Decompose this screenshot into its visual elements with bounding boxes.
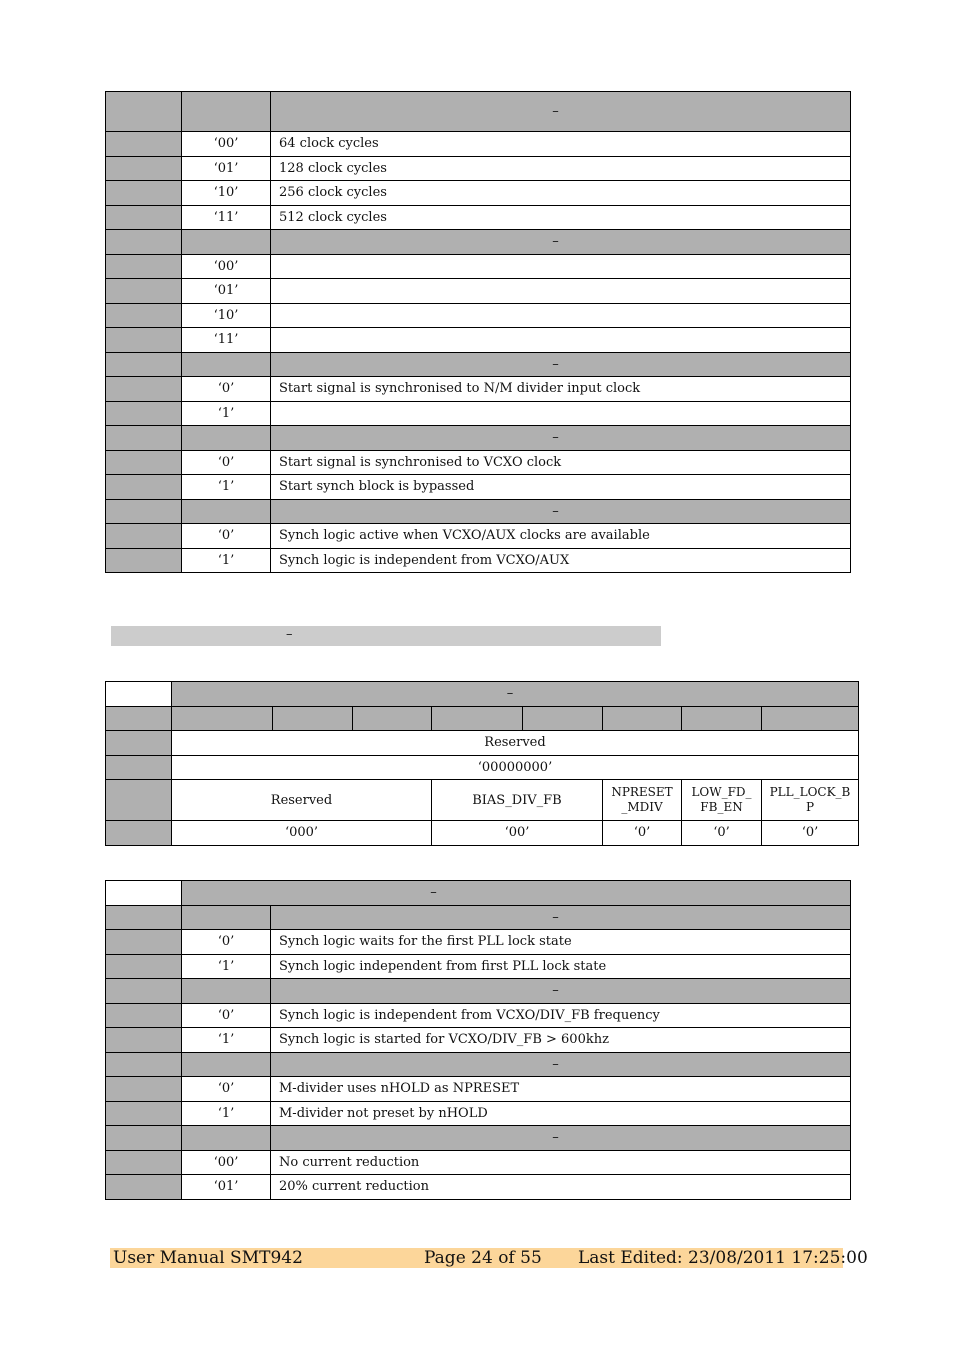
table-row (106, 1003, 851, 1028)
bit-description: Start signal is synchronised to VCXO clock (271, 450, 851, 475)
table-row (106, 1101, 851, 1126)
upper-byte-default-row (106, 755, 859, 780)
table-row (106, 279, 851, 304)
bit-description: Synch logic is started for VCXO/DIV_FB > 600khz (271, 1028, 851, 1053)
bit-value: ‘11’ (182, 205, 271, 230)
table-row (106, 181, 851, 206)
bit-value: ‘1’ (182, 1101, 271, 1126)
table-row (106, 475, 851, 500)
group-header-row (106, 499, 851, 524)
table-row (106, 401, 851, 426)
reserved-default: ‘00000000’ (172, 755, 859, 780)
bit-description (271, 401, 851, 426)
bit-description: Synch logic is independent from VCXO/AUX (271, 548, 851, 573)
table-row (106, 328, 851, 353)
reserved-field: Reserved (172, 731, 859, 756)
group-dash: – (552, 234, 559, 250)
table-row (106, 156, 851, 181)
table-row (106, 524, 851, 549)
bit-description: Synch logic active when VCXO/AUX clocks are available (271, 524, 851, 549)
group-dash: – (552, 909, 559, 925)
footer-last-edited: Last Edited: 23/08/2011 17:25:00 (578, 1248, 868, 1268)
bit-value: ‘01’ (182, 1175, 271, 1200)
bit-value: ‘1’ (182, 1028, 271, 1053)
bit-description: 256 clock cycles (271, 181, 851, 206)
register-title-dash: – (506, 686, 514, 702)
bit-description: 64 clock cycles (271, 132, 851, 157)
bit-value: ‘00’ (182, 132, 271, 157)
table-row (106, 450, 851, 475)
table-row (106, 254, 851, 279)
bit-description: M-divider not preset by nHOLD (271, 1101, 851, 1126)
bit-description: Start signal is synchronised to N/M divider input clock (271, 377, 851, 402)
table-row (106, 1028, 851, 1053)
table-row (106, 1150, 851, 1175)
group-dash: – (552, 503, 559, 519)
register-bits-table-1 (105, 91, 851, 573)
lower-byte-default-row (106, 821, 859, 846)
table-row (106, 377, 851, 402)
bias-div-fb-field: BIAS_DIV_FB (432, 780, 603, 821)
bit-value: ‘1’ (182, 548, 271, 573)
section-dash: – (286, 627, 293, 642)
bit-description: 128 clock cycles (271, 156, 851, 181)
bit-description: 20% current reduction (271, 1175, 851, 1200)
bit-value: ‘1’ (182, 475, 271, 500)
group-dash: – (552, 356, 559, 372)
bit-value: ‘10’ (182, 181, 271, 206)
group-dash: – (552, 1130, 559, 1146)
group-header-row (106, 979, 851, 1004)
page-footer (110, 1248, 868, 1268)
bit-description (271, 303, 851, 328)
footer-manual-title: User Manual SMT942 (113, 1248, 303, 1268)
register-bits-table-2 (105, 880, 851, 1200)
group-header-row (106, 1126, 851, 1151)
table-title-row (106, 881, 851, 906)
bit-value: ‘01’ (182, 279, 271, 304)
lower-byte-field-row (106, 780, 859, 821)
group-header-row (106, 1052, 851, 1077)
table-row (106, 205, 851, 230)
bit-value: ‘0’ (182, 1077, 271, 1102)
group-dash: – (552, 430, 559, 446)
title-dash: – (430, 885, 437, 901)
table-row (106, 548, 851, 573)
group-header-row (106, 230, 851, 255)
low-fd-fb-en-field: LOW_FD_ FB_EN (682, 780, 762, 821)
bit-description: Synch logic waits for the first PLL lock state (271, 930, 851, 955)
table-row (106, 930, 851, 955)
bit-value: ‘0’ (182, 450, 271, 475)
section-heading-bar (111, 626, 661, 646)
register-title-row (106, 682, 859, 707)
pll-lock-bp-default: ‘0’ (762, 821, 859, 846)
bit-value: ‘11’ (182, 328, 271, 353)
bit-value: ‘0’ (182, 524, 271, 549)
reserved-default: ‘000’ (172, 821, 432, 846)
bit-value: ‘10’ (182, 303, 271, 328)
group-dash: – (552, 983, 559, 999)
bit-value: ‘00’ (182, 1150, 271, 1175)
bit-description: M-divider uses nHOLD as NPRESET (271, 1077, 851, 1102)
bit-description: Start synch block is bypassed (271, 475, 851, 500)
reserved-field: Reserved (172, 780, 432, 821)
bit-description: Synch logic is independent from VCXO/DIV_FB frequency (271, 1003, 851, 1028)
table-row (106, 132, 851, 157)
pll-lock-bp-field: PLL_LOCK_B P (762, 780, 859, 821)
group-header-row (106, 352, 851, 377)
bit-value: ‘00’ (182, 254, 271, 279)
group-header-row (106, 426, 851, 451)
group-dash: – (552, 1056, 559, 1072)
bit-value: ‘1’ (182, 954, 271, 979)
bit-value: ‘0’ (182, 377, 271, 402)
bit-value: ‘0’ (182, 930, 271, 955)
table-row (106, 1077, 851, 1102)
low-fd-fb-en-default: ‘0’ (682, 821, 762, 846)
bit-value: ‘01’ (182, 156, 271, 181)
bit-description: 512 clock cycles (271, 205, 851, 230)
footer-page-number: Page 24 of 55 (424, 1248, 542, 1268)
bit-description: Synch logic independent from first PLL lock state (271, 954, 851, 979)
group-header-row (106, 905, 851, 930)
bit-description (271, 254, 851, 279)
npreset-mdiv-field: NPRESET _MDIV (603, 780, 682, 821)
bit-value: ‘0’ (182, 1003, 271, 1028)
table-row (106, 1175, 851, 1200)
bit-description (271, 279, 851, 304)
npreset-mdiv-default: ‘0’ (603, 821, 682, 846)
table-row (106, 303, 851, 328)
header-dash: – (552, 104, 559, 119)
bias-div-fb-default: ‘00’ (432, 821, 603, 846)
register-map-table (105, 681, 859, 846)
bit-value: ‘1’ (182, 401, 271, 426)
table-row (106, 954, 851, 979)
bit-description: No current reduction (271, 1150, 851, 1175)
upper-byte-field-row (106, 731, 859, 756)
table-header-row (106, 92, 851, 132)
bit-number-row (106, 706, 859, 731)
bit-description (271, 328, 851, 353)
